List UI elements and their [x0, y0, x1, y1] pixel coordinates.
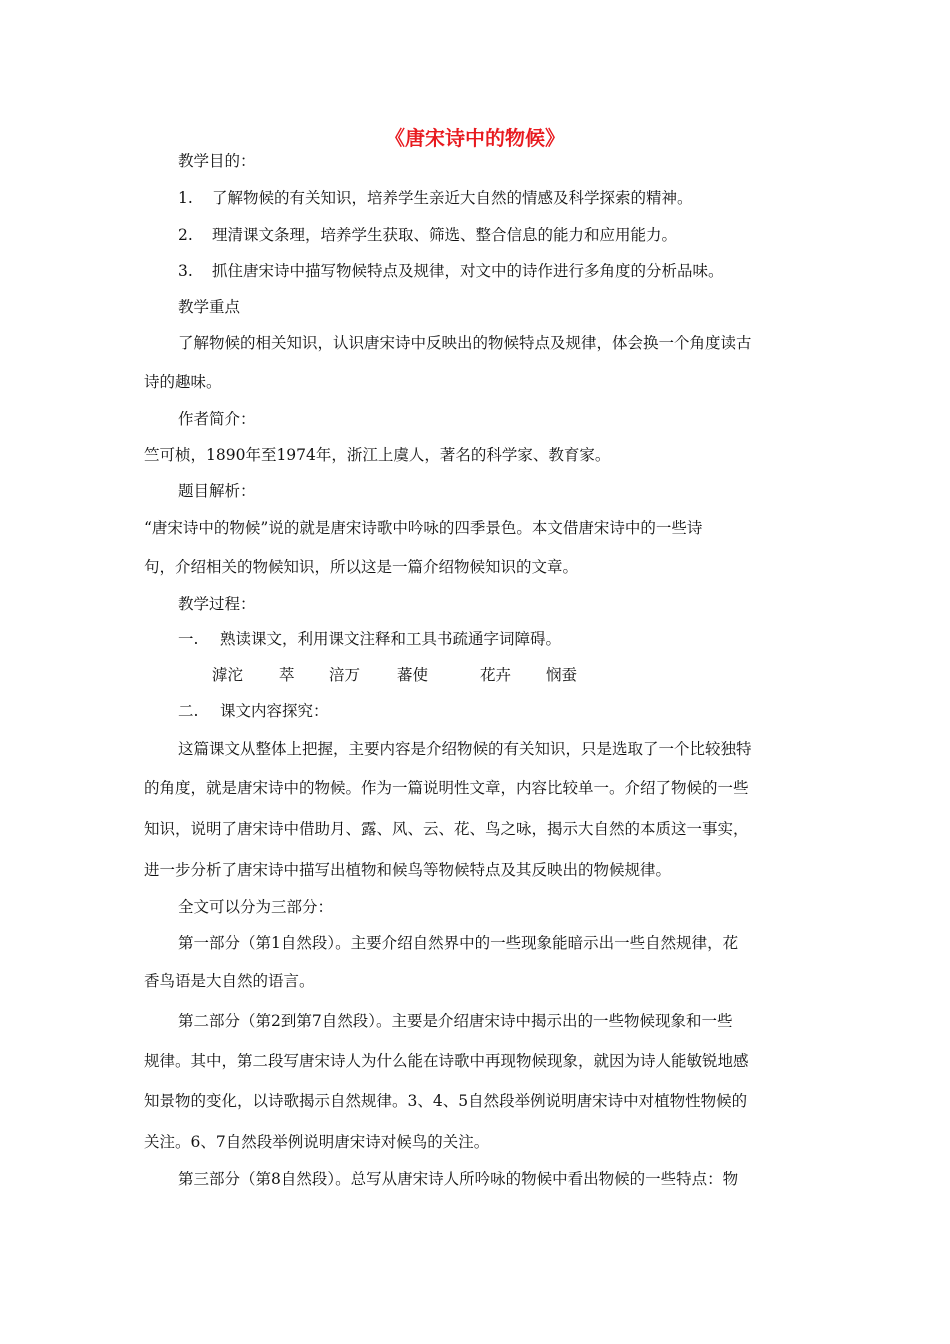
body-paragraph-line: 进一步分析了唐宋诗中描写出植物和候鸟等物候特点及其反映出的物候规律。 — [144, 861, 672, 879]
title-analysis-heading: 题目解析： — [178, 482, 256, 500]
objective-item-2 — [178, 224, 677, 246]
part3-line: 第三部分（第8自然段）。总写从唐宋诗人所吟咏的物候中看出物候的一些特点：物 — [178, 1170, 739, 1188]
title-analysis-line: 句，介绍相关的物候知识，所以这是一篇介绍物候知识的文章。 — [144, 558, 579, 576]
vocabulary-word: 涪万 — [329, 666, 361, 684]
parts-intro: 全文可以分为三部分： — [178, 898, 334, 916]
objective-item-1 — [178, 187, 693, 209]
focus-heading: 教学重点 — [178, 298, 241, 316]
objective-number: 1. — [178, 189, 193, 207]
vocabulary-word: 萃 — [279, 666, 295, 684]
part2-line: 知景物的变化，以诗歌揭示自然规律。3、4、5自然段举例说明唐宋诗中对植物性物候的 — [144, 1092, 748, 1110]
process-heading: 教学过程： — [178, 595, 256, 613]
title-analysis-line: “唐宋诗中的物候”说的就是唐宋诗歌中吟咏的四季景色。本文借唐宋诗中的一些诗 — [144, 519, 703, 537]
vocabulary-words — [0, 664, 950, 686]
objective-number: 2. — [178, 226, 193, 244]
part2-line: 规律。其中，第二段写唐宋诗人为什么能在诗歌中再现物候现象，就因为诗人能敏锐地感 — [144, 1052, 749, 1070]
objective-number: 3. — [178, 262, 193, 280]
part1-line: 第一部分（第1自然段）。主要介绍自然界中的一些现象能暗示出一些自然规律，花 — [178, 934, 739, 952]
part2-line: 关注。6、7自然段举例说明唐宋诗对候鸟的关注。 — [144, 1133, 490, 1151]
step-text: 课文内容探究： — [220, 702, 329, 720]
step-number: 二. — [178, 702, 199, 720]
body-paragraph-line: 的角度，就是唐宋诗中的物候。作为一篇说明性文章，内容比较单一。介绍了物候的一些 — [144, 779, 749, 797]
step-text: 熟读课文，利用课文注释和工具书疏通字词障碍。 — [220, 630, 562, 648]
process-step-2 — [178, 700, 329, 722]
vocabulary-word: 蕃使 — [397, 666, 429, 684]
objective-text: 理清课文条理，培养学生获取、筛选、整合信息的能力和应用能力。 — [212, 226, 678, 244]
body-paragraph-line: 这篇课文从整体上把握，主要内容是介绍物候的有关知识，只是选取了一个比较独特 — [178, 740, 752, 758]
focus-text-line: 了解物候的相关知识，认识唐宋诗中反映出的物候特点及规律，体会换一个角度读古 — [178, 334, 752, 352]
focus-text-line: 诗的趣味。 — [144, 373, 222, 391]
objective-text: 抓住唐宋诗中描写物候特点及规律，对文中的诗作进行多角度的分析品味。 — [212, 262, 724, 280]
objective-item-3 — [178, 260, 724, 282]
objectives-heading: 教学目的： — [178, 152, 256, 170]
author-text: 竺可桢，1890年至1974年，浙江上虞人，著名的科学家、教育家。 — [144, 446, 611, 464]
document-title: 《唐宋诗中的物候》 — [385, 126, 565, 150]
vocabulary-word: 花卉 — [480, 666, 512, 684]
body-paragraph-line: 知识，说明了唐宋诗中借助月、露、风、云、花、鸟之咏，揭示大自然的本质这一事实， — [144, 820, 749, 838]
part1-line: 香鸟语是大自然的语言。 — [144, 972, 315, 990]
process-step-1 — [178, 628, 561, 650]
vocabulary-word: 悯蚕 — [546, 666, 578, 684]
vocabulary-word: 滹沱 — [212, 666, 244, 684]
part2-line: 第二部分（第2到第7自然段）。主要是介绍唐宋诗中揭示出的一些物候现象和一些 — [178, 1012, 733, 1030]
step-number: 一. — [178, 630, 199, 648]
author-heading: 作者简介： — [178, 410, 256, 428]
objective-text: 了解物候的有关知识，培养学生亲近大自然的情感及科学探索的精神。 — [212, 189, 693, 207]
